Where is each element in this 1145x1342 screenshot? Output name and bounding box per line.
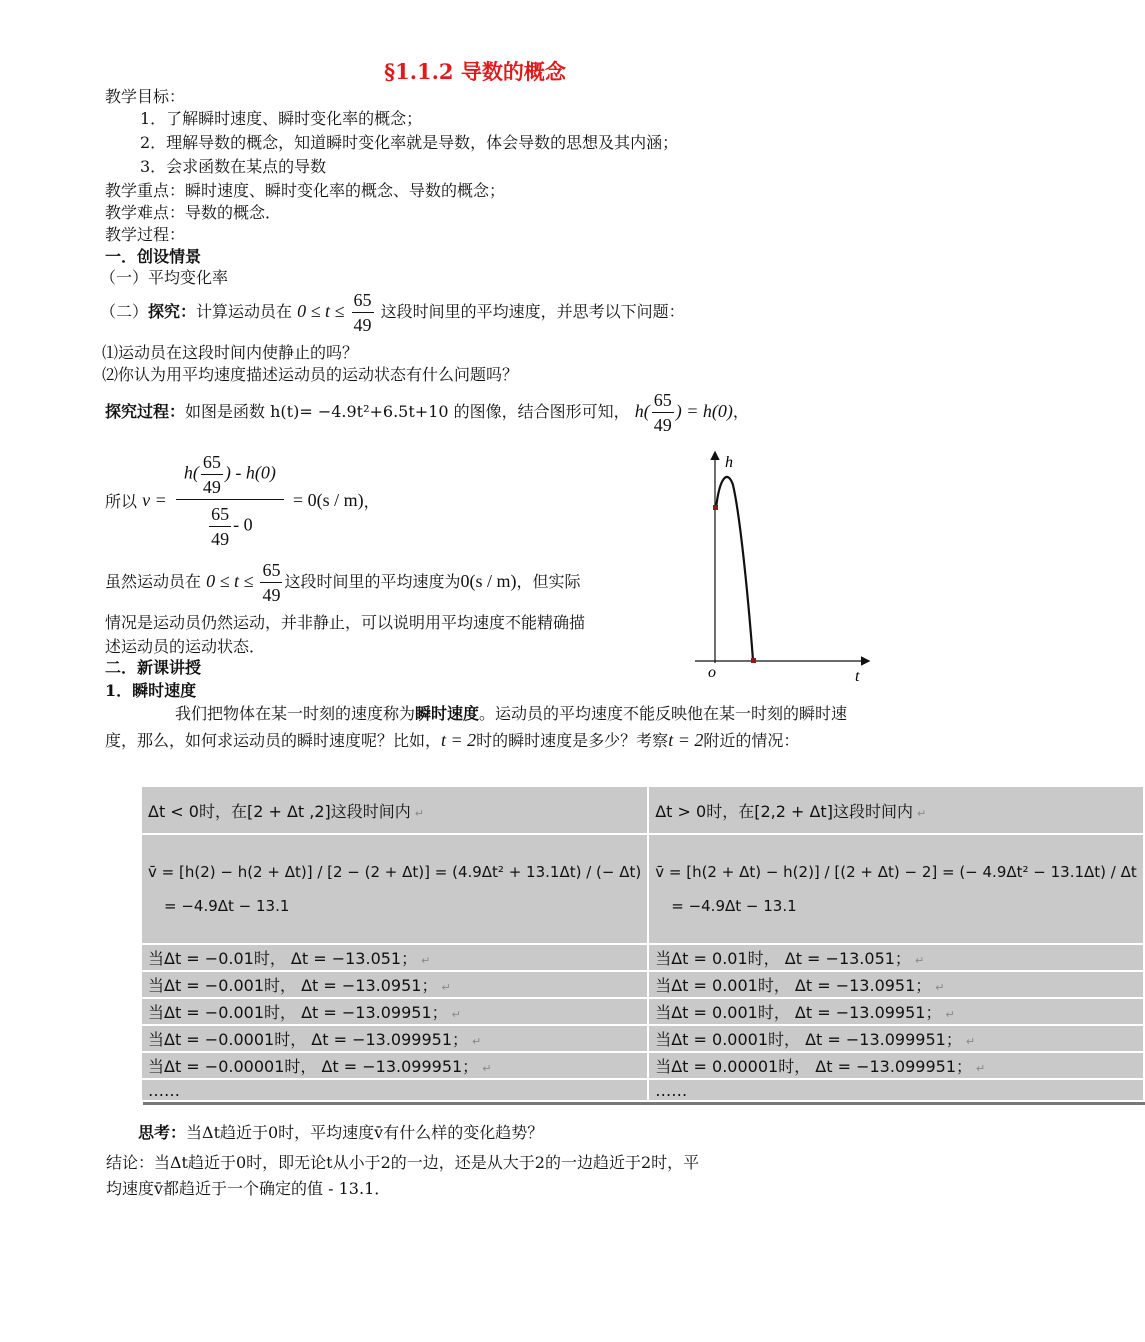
row-right-text: 当Δt = 0.001时， Δt = −13.09951； — [655, 1003, 942, 1022]
frac-den: 49 — [653, 415, 672, 435]
frac-num: 65 — [260, 558, 282, 583]
return-mark: ↵ — [472, 1035, 482, 1048]
dots-left: …… — [141, 1079, 648, 1101]
although-val: 0(s / m) — [460, 571, 517, 591]
return-mark: ↵ — [916, 806, 927, 820]
think-bold: 思考： — [138, 1123, 187, 1142]
explore-text: 如图是函数 h(t)= −4.9t²+6.5t+10 的图像，结合图形可知， — [185, 402, 630, 421]
row-left — [141, 1052, 648, 1079]
table-row — [141, 1052, 1144, 1079]
comparison-table — [140, 785, 1145, 1102]
para-b: 。运动员的平均速度不能反映他在某一时刻的瞬时速度，那么，如何求运动员的瞬时速度呢？比如， — [105, 704, 848, 750]
question-2: ⑵你认为用平均速度描述运动员的运动状态有什么问题吗？ — [102, 365, 519, 384]
so-tail: ， — [363, 492, 380, 511]
return-mark: ↵ — [965, 1035, 976, 1048]
big-frac-num — [176, 450, 284, 500]
row-right — [648, 944, 1144, 971]
table-formula-row — [141, 834, 1144, 944]
frac-num: 65 — [652, 388, 674, 413]
para-d: 附近的情况： — [703, 731, 800, 750]
return-mark: ↵ — [414, 806, 425, 820]
explore-math-b: ) = h(0) — [675, 401, 733, 421]
formula-right-1: v̄ = [h(2 + Δt) − h(2)] / [(2 + Δt) − 2] = (− 4.9Δt² − 13.1Δt) / Δt — [655, 863, 1137, 881]
frac-num: 65 — [352, 288, 374, 313]
big-fraction — [176, 450, 284, 551]
row-right-text: 当Δt = 0.001时， Δt = −13.0951； — [655, 976, 932, 995]
table-header-row — [141, 786, 1144, 834]
formula-left-1: v̄ = [h(2) − h(2 + Δt)] / [2 − (2 + Δt)] = (4.9Δt² + 13.1Δt) / (− Δt) — [148, 863, 642, 881]
table-row — [141, 1025, 1144, 1052]
explore-question — [100, 288, 685, 337]
think-line — [138, 1122, 543, 1144]
section2-heading: 二．新课讲授 — [105, 658, 202, 677]
row-right — [648, 998, 1144, 1025]
sub2-fraction — [352, 288, 374, 337]
so-label: 所以 — [105, 492, 138, 511]
return-mark: ↵ — [914, 954, 925, 967]
frac-den: 49 — [353, 315, 372, 335]
num-rest: ) - h(0) — [224, 462, 276, 483]
row-left — [141, 998, 648, 1025]
explore-math-a: h( — [634, 401, 650, 421]
para-math2: t = 2 — [668, 730, 704, 750]
explore-bold: 探究过程： — [105, 402, 186, 421]
row-right-text: 当Δt = 0.0001时， Δt = −13.099951； — [655, 1030, 962, 1049]
para-math1: t = 2 — [441, 730, 477, 750]
return-mark: ↵ — [441, 981, 451, 994]
although-line-3: 述运动员的运动状态． — [105, 637, 266, 656]
return-mark: ↵ — [482, 1062, 492, 1075]
although-b: 这段时间里的平均速度为 — [284, 572, 461, 591]
sub2-text-b: 这段时间里的平均速度，并思考以下问题： — [380, 302, 685, 321]
row-right-text: 当Δt = 0.00001时， Δt = −13.099951； — [655, 1057, 973, 1076]
objectives-heading: 教学目标： — [105, 87, 186, 106]
table-dots-row — [141, 1079, 1144, 1101]
table-row — [141, 971, 1144, 998]
row-left-text: 当Δt = −0.001时， Δt = −13.09951； — [148, 1003, 448, 1022]
objective-item-1: 1．了解瞬时速度、瞬时变化率的概念； — [140, 109, 423, 128]
return-mark: ↵ — [421, 954, 431, 967]
frac-num: 65 — [209, 502, 231, 527]
table-row — [141, 944, 1144, 971]
difficulty: 教学难点：导数的概念． — [105, 203, 282, 222]
return-mark: ↵ — [945, 1008, 955, 1021]
table-row — [141, 998, 1144, 1025]
key-points: 教学重点：瞬时速度、瞬时变化率的概念、导数的概念； — [105, 181, 506, 200]
frac-num: 65 — [201, 450, 223, 475]
return-mark: ↵ — [976, 1062, 986, 1075]
end-point — [751, 658, 756, 663]
formula-left-2: = −4.9Δt − 13.1 — [164, 897, 290, 915]
para-c: 时的瞬时速度是多少？考察 — [476, 731, 669, 750]
row-left-text: 当Δt = −0.001时， Δt = −13.0951； — [148, 976, 438, 995]
row-right — [648, 1025, 1144, 1052]
conclusion-line-2: 均速度v̄都趋近于一个确定的值 - 13.1． — [106, 1179, 391, 1198]
den-rest: - 0 — [233, 514, 253, 535]
row-left — [141, 971, 648, 998]
row-left-text: 当Δt = −0.01时， Δt = −13.051； — [148, 949, 418, 968]
sub2-prefix: （二） — [100, 302, 149, 321]
den-inner-frac — [209, 502, 231, 551]
x-axis-label: t — [855, 668, 860, 685]
so-vbar: v = — [142, 490, 167, 510]
formula-right — [648, 834, 1144, 944]
although-c: ，但实际 — [516, 572, 581, 591]
row-right — [648, 1052, 1144, 1079]
objective-item-3: 3．会求函数在某点的导数 — [140, 157, 327, 176]
although-line-2: 情况是运动员仍然运动，并非静止，可以说明用平均速度不能精确描 — [105, 613, 586, 632]
num-inner-frac — [201, 450, 223, 499]
row-left-text: 当Δt = −0.0001时， Δt = −13.099951； — [148, 1030, 469, 1049]
para-bold: 瞬时速度 — [415, 704, 480, 723]
height-time-graph — [690, 445, 880, 685]
although-a: 虽然运动员在 — [105, 572, 202, 591]
conclusion-line-1: 结论：当Δt趋近于0时，即无论t从小于2的一边，还是从大于2的一边趋近于2时，平 — [106, 1153, 700, 1172]
page-title: §1.1.2 导数的概念 — [384, 59, 566, 84]
although-fraction — [260, 558, 282, 607]
section1-sub1: （一）平均变化率 — [100, 268, 229, 287]
header-left — [141, 786, 648, 834]
process-heading: 教学过程： — [105, 225, 186, 244]
header-left-text: Δt < 0时，在[2 + Δt ,2]这段时间内 — [148, 801, 411, 821]
formula-right-2: = −4.9Δt − 13.1 — [671, 897, 797, 915]
sub2-math: 0 ≤ t ≤ — [297, 301, 345, 321]
dots-right: …… — [648, 1079, 1144, 1101]
row-left-text: 当Δt = −0.00001时， Δt = −13.099951； — [148, 1057, 479, 1076]
frac-den: 49 — [262, 585, 281, 605]
para-a: 我们把物体在某一时刻的速度称为 — [175, 704, 416, 723]
sub2-text-a: 计算运动员在 — [196, 302, 293, 321]
row-right — [648, 971, 1144, 998]
header-right-text: Δt > 0时，在[2,2 + Δt]这段时间内 — [655, 801, 913, 821]
num-h: h( — [183, 462, 199, 483]
explore-fraction — [652, 388, 674, 437]
formula-left — [141, 834, 648, 944]
instant-velocity-paragraph — [105, 700, 850, 754]
objective-item-2: 2．理解导数的概念，知道瞬时变化率就是导数，体会导数的思想及其内涵； — [140, 133, 679, 152]
return-mark: ↵ — [451, 1008, 461, 1021]
section1-heading: 一．创设情景 — [105, 247, 202, 266]
although-math: 0 ≤ t ≤ — [206, 571, 254, 591]
explore-tail: ， — [732, 402, 749, 421]
think-text: 当Δt趋近于0时，平均速度v̄有什么样的变化趋势？ — [186, 1123, 544, 1142]
although-line-1 — [105, 558, 581, 607]
parabola-curve — [716, 477, 753, 660]
explore-process — [105, 388, 749, 437]
section2-sub: 1．瞬时速度 — [105, 681, 197, 700]
big-frac-den — [176, 500, 284, 551]
y-axis-label: h — [725, 454, 733, 471]
frac-den: 49 — [211, 529, 230, 549]
row-left — [141, 944, 648, 971]
frac-den: 49 — [202, 477, 221, 497]
question-1: ⑴运动员在这段时间内使静止的吗？ — [102, 343, 359, 362]
start-point — [713, 505, 718, 510]
row-left — [141, 1025, 648, 1052]
so-result: = 0(s / m) — [292, 490, 364, 510]
average-velocity-formula — [105, 450, 380, 551]
origin-label: o — [708, 664, 716, 681]
return-mark: ↵ — [935, 981, 945, 994]
header-right — [648, 786, 1144, 834]
sub2-bold: 探究： — [148, 302, 197, 321]
row-right-text: 当Δt = 0.01时， Δt = −13.051； — [655, 949, 911, 968]
